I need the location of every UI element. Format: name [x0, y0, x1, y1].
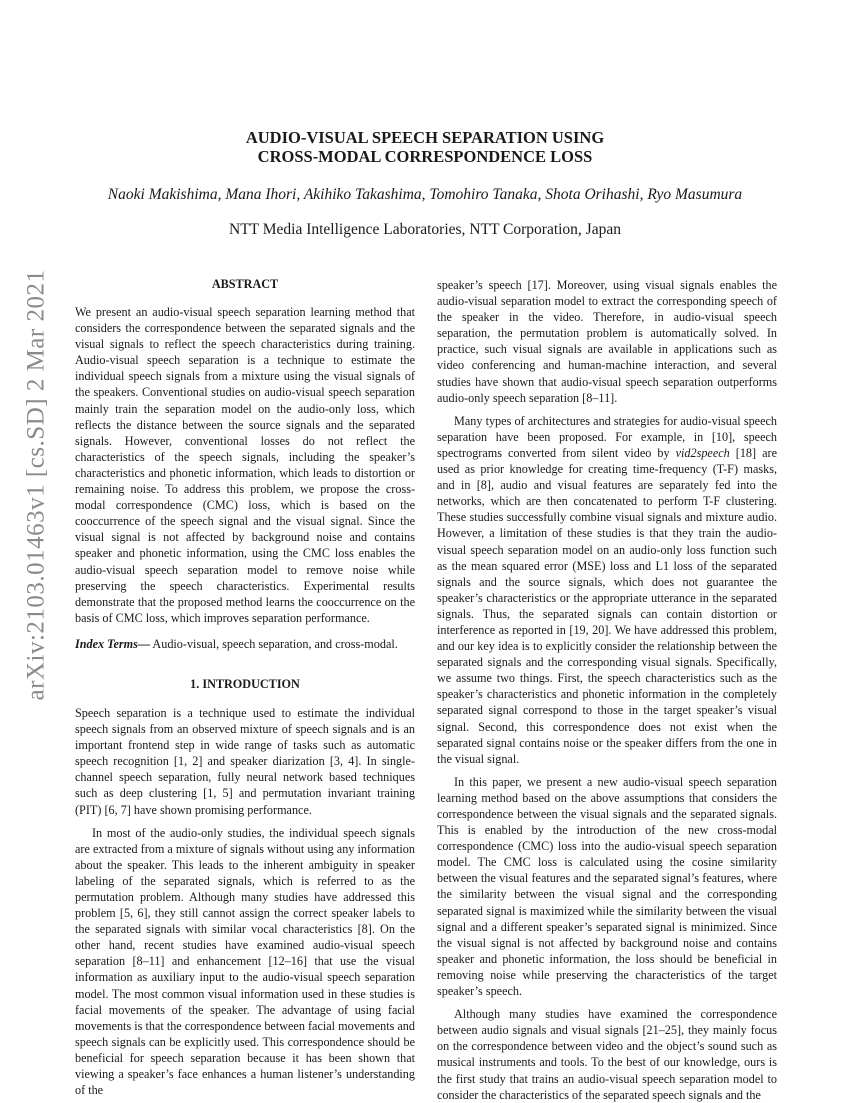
- intro-paragraph-2: In most of the audio-only studies, the individual speech signals are extracted from a mixture of signals without using any information about the speaker. This leads to the inherent ambiguity in speaker labeling of the separated signals, which is referred to as the permutation problem. Although many studies have addressed this problem [5, 6], they still cannot assign the correct speaker labels to the separated signals with similar vocal characteristics [8]. On the other hand, recent studies have examined audio-visual speech separation [8–11] and enhancement [12–16] that use the visual information as auxiliary input to the audio-visual speech separation model. The most common visual information used in these studies is facial movements of the speaker. The advantage of using facial movements is that the correspondence between facial movements and speech signals can be explicitly used. This correspondence should be beneficial for speech separation because it has been shown that viewing a speaker’s face enhances a human listener’s understanding of the: [75, 825, 415, 1098]
- paper-title: [0, 128, 850, 166]
- right-column: [437, 277, 777, 1103]
- intro-paragraph-1: Speech separation is a technique used to estimate the individual speech signals from an observed mixture of speech signals and is an important frontend step in wide range of tasks such as automatic speech recognition [1, 2] and speaker diarization [3, 4]. In single-channel speech separation, fully neural network based techniques such as deep clustering [1, 5] and permutation invariant training (PIT) [6, 7] have shown promising performance.: [75, 705, 415, 817]
- intro-paragraph-4: In this paper, we present a new audio-visual speech separation learning method based on the above assumptions that considers the correspondence between the visual signals and the separated signals. This is enabled by the introduction of the new cross-modal correspondence (CMC) loss into the audio-visual speech separation model. The CMC loss is calculated using the cosine similarity between the visual features and the separated signal’s features, where the similarity between the visual signal and the corresponding separated signal is maximized while the similarity between the visual signal and a different speaker’s separated signal is minimized. Since the visual signal is not affected by background noise and contains speaker and phonetic information, the loss should be beneficial in removing noise while preserving the characteristics of the target speaker’s speech.: [437, 774, 777, 999]
- intro-paragraph-3-part-a: Many types of architectures and strategies for audio-visual speech separation have been proposed. For example, in [10], speech spectrograms converted from silent video by: [437, 413, 777, 460]
- abstract-text: We present an audio-visual speech separation learning method that considers the correspondence between the separated signals and the visual signals to reflect the speech characteristics during training. Audio-visual speech separation is a technique to estimate the individual speech signals from a mixture using the visual signals of the speakers. Conventional studies on audio-visual speech separation mainly train the separation model on the audio-only loss, which reflects the distance between the source signals and the separated signals. However, conventional losses do not reflect the characteristics of the speech signals, including the speaker’s characteristics and phonetic information, which leads to distortion or remaining noise. To address this problem, we propose the cross-modal correspondence (CMC) loss, which is based on the cooccurrence of the speech signal and the visual signal. Since the visual signal is not affected by background noise and contains speaker and phonetic information, using the CMC loss enables the audio-visual speech separation model to remove noise while preserving the speech characteristics. Experimental results demonstrate that the proposed method learns the cooccurrence on the basis of CMC loss, which improves separation performance.: [75, 305, 415, 625]
- intro-paragraph-3: [437, 413, 777, 767]
- intro-paragraph-2-continued: speaker’s speech [17]. Moreover, using visual signals enables the audio-visual separation model to extract the corresponding speech of the speaker in the video. Therefore, in audio-visual speech separation, the permutation problem is automatically solved. In practice, such visual signals are available in applications such as video conferencing and human-machine interaction, and several studies have shown that audio-visual speech separation outperforms audio-only speech separation [8–11].: [437, 278, 777, 405]
- introduction-heading: 1. INTRODUCTION: [190, 676, 300, 691]
- title-line-1: AUDIO-VISUAL SPEECH SEPARATION USING: [245, 128, 605, 147]
- affiliation: NTT Media Intelligence Laboratories, NTT Corporation, Japan: [229, 221, 621, 238]
- arxiv-identifier-text: arXiv:2103.01463v1 [cs.SD] 2 Mar 2021: [22, 269, 50, 701]
- index-terms: [75, 636, 415, 652]
- author-list: Naoki Makishima, Mana Ihori, Akihiko Takashima, Tomohiro Tanaka, Shota Orihashi, Ryo Masumura: [107, 186, 743, 203]
- arxiv-identifier-stamp: [16, 269, 56, 701]
- index-terms-text: Audio-visual, speech separation, and cross-modal.: [150, 636, 398, 651]
- intro-paragraph-5: Although many studies have examined the correspondence between audio signals and visual signals [21–25], they mainly focus on the correspondence between video and the object’s sound such as musical instruments and tools. To the best of our knowledge, ours is the first study that trains an audio-visual speech separation model to consider the characteristics of the separated speech signals and the: [437, 1007, 777, 1102]
- title-line-2: CROSS-MODAL CORRESPONDENCE LOSS: [257, 147, 593, 166]
- intro-paragraph-3-part-b: [18] are used as prior knowledge for creating time-frequency (T-F) masks, and in [8], audio and visual features are separately fed into the networks, which are then concatenated to perform T-F clustering. These studies successfully combine visual signals and mixture audio. However, a limitation of these studies is that they train the audio-visual speech separation model on an audio-only loss function such as the mean squared error (MSE) loss and L1 loss of the separated signals and the source signals, which does not guarantee the speaker’s characteristics or the appropriate utterance in the separated signals. Thus, the separated signals can contain distortion or interference as reported in [19, 20]. We have addressed this problem, and our key idea is to explicitly consider the relationship between the separated signals and the corresponding visual signals. Specifically, we assume two things. First, the speech characteristics such as the speaker’s characteristics and phonetic information in the completely separated signal correspond to those in the target speaker’s visual signal. Second, this correspondence does not exist when the separated signal contains noise or the speaker differs from the one in the visual signal.: [437, 445, 777, 766]
- index-terms-label: Index Terms—: [75, 636, 151, 651]
- abstract-heading: ABSTRACT: [211, 277, 279, 291]
- vid2speech-term: vid2speech: [675, 445, 730, 460]
- left-column: [75, 276, 415, 1098]
